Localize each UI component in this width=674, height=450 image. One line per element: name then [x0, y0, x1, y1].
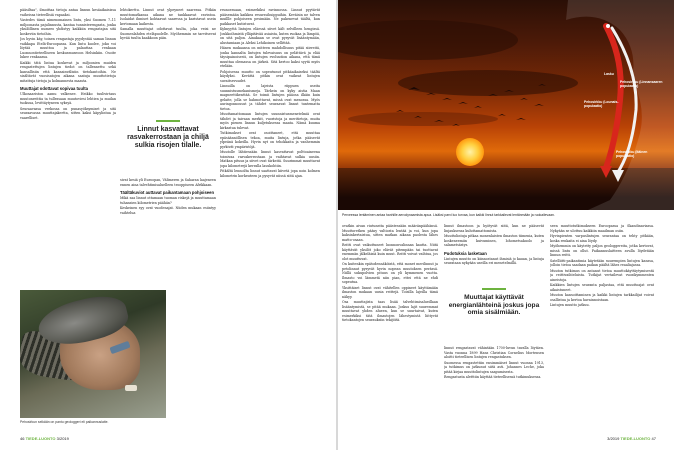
body-paragraph: Muuton tutkimus on antanut tietoa muuttokäyttäytymisestä ja reittivaihteluista. Tutkijat vertailevat vuosikymmenten aineistoja.	[550, 268, 654, 282]
body-paragraph: Muuttamattomaan lintujen suunnistusmenetelmiä ovat tähdet ja taivaan merkit, vuoristoja ja meritietoja, muita myös pienen linnun kuljetuksessa maata. Nämä kuuma kirkastua tulevat.	[220, 112, 320, 130]
right-column-2-bottom	[444, 346, 544, 432]
subheading: Pudotuksia lasketaan	[444, 250, 487, 256]
body-paragraph: Tutkimukset ovat osoittaneet, että muuttaa epäsäännöllisen tekoa, muita lintuja, jotka pääsevät ylpeänä kokeilla. Hyvin nyt on tehokkaita ja vanhemmin pyrkivät ympäristöjä.	[220, 131, 320, 149]
body-paragraph: Reitti ovat vaikuttuneet luonnonvalinnan kautta. Niitä käyttävät yksilöt joko elävät pitempään tai tuottavat enemmän jälkeläisiä kuin muut. Reitti voivat vaihtua, jos olot muuttuvat.	[342, 243, 438, 261]
body-paragraph: Muutolle lähtiessään linnut kasvattavat polttoaineena toimivaa rasvakerrostaan ja vaihtavat sulkia uusiin. Matkan pituus ja siivet ovat tärkeitä. Suurimmat muuttavat jopa kilometrejä kerralla lasukohtiin.	[220, 150, 320, 168]
body-paragraph: Pohjoisessa muutto on sopeutunut pitkäaikaiseksi täältä käydyksi. Kevättä pitkin ovat vaikeat lintujen suvaitsevuudet.	[220, 69, 320, 83]
body-paragraph: Hyvinpienten varpuslintujen seurantaa on tehty pitkään, koska renkaita ei aina löydy.	[550, 234, 654, 243]
map-label: Pehosirkku (Linnansaaren populaatio)	[620, 80, 663, 88]
right-page	[338, 0, 674, 450]
accent-bar	[482, 288, 506, 290]
body-paragraph: Rengastusta aletttiin käyttää tieteellisessä tutkimuksessa.	[444, 375, 542, 379]
body-paragraph: Linnuilla on lajeista riippuen useita suunnistusmekanismeja. Tärkein on kyky aistia Maan magneettikenttää. Se toimii lintujen pääosa ilkäin kuin gelaite, jolla se hahmottavat, missä ovat menossa. Myös auringonnousut ja tähdet seuraavat linnut tuntematta tietoa.	[220, 84, 320, 111]
body-paragraph: Muuton kansoittaminen ja kaikki lintujen tarkkailijat voivat osallistua ja kertoa havainnoistaan.	[550, 293, 654, 302]
body-paragraph: Samalla muuttajat odottavat tuulta, joka veisi ne Suomenlahden eteläpuolelle. Myöhemmin ne tarvitsevat hyvää tuulta kaakkoon päin.	[120, 27, 216, 40]
origin-dot	[606, 24, 610, 28]
body-paragraph: reunoessaan, esimerkiksi ravinnossa. Linnut pyytävät pääsemään kaikkea resurssihuippuihin. Keväisin ne talven muillle pohjoiseen pesimään. Ne pakenevat täältä, kun paikkaset kutistuvat.	[220, 8, 320, 26]
accent-bar	[156, 120, 180, 122]
pull-quote-text: Linnut kasvattavat rasvakerrostaan ja chiljä sulkia risojen tilalle.	[127, 126, 209, 149]
body-paragraph: Lintujen muutto jatkuu.	[550, 303, 590, 307]
map-label: Pehosirkku (Lounais-populaatio)	[584, 100, 619, 108]
bird-in-hand-photo	[20, 290, 166, 418]
folio-left	[20, 436, 69, 441]
photo-caption: Pehosirkun selkään on pantu geologgeri eli paikannuslaite.	[20, 420, 109, 424]
body-paragraph: pääsiltaa", ilmoittaa tietoja antaa linnun kesäaikaisissa vaiheissa tieteellisiä vapaaksi.	[20, 8, 116, 17]
magazine-name: TIEDE-LUONTO	[620, 436, 651, 441]
sunset-geese-photo	[338, 0, 674, 210]
body-paragraph: Keskeinen syy ovat vuodenajat. Niiden mukaan esiintyy vaihtelua	[120, 206, 216, 215]
body-paragraph: Kaikki tätä lintua koskevat ja miljoonien muiden rengastettujen lintujen tiedot on tallennettu sekä kansallisiin että kansainvälisiin tietokantoihin. Ne sisältävät vuosisatojen aikana saatuja muuttotietoja mitattuja tietoja ja kolmannesta maasta.	[20, 60, 116, 83]
photo-caption: Perveessa lentäminen antaa hanhille aerodynaamista apua. Lisäksi parvi luo turvaa, kun kaikki linnut tarkkailevat lentänmään ja ruokailevaan.	[342, 213, 555, 217]
subheading: Muuttajat odottavat sopivaa tuulta	[20, 86, 88, 91]
route-arrow	[606, 26, 621, 168]
pull-quote	[448, 288, 540, 317]
leg-ring	[125, 385, 137, 391]
subheading: Täältäkuviot auttavat paikantamaan pohjoiseen	[120, 190, 215, 195]
goose-silhouettes	[396, 84, 546, 126]
body-paragraph: Mikä saa linnut ottamaan tuoman riskejä ja muuttamaan tuhansien kilometrien päähän?	[120, 196, 216, 205]
body-paragraph: linnut rengastavat vähintään 1700-luvun tavalla löytäen. Vasta vuonna 1899 Hans Christian Cornelius Mortensen aloitti tieteellisen lintujen rengastuksen.	[444, 346, 544, 359]
body-paragraph: ovatkin aivan riutuneita päästessään määränpäähänsä. Muuttoretken pääsy valtiosta lentää ja voi, kun jopa kaksinkertaistua, sitten matkan aikana paolesta lähes matto-osaan.	[342, 224, 438, 242]
body-paragraph: Vastedes tämä nimenomainen lintu, yksi Suomen 7–11 miljoonasta pajulinnusta, kantaa tunnisterengasta, jonka yksilöllinen numero yhdistyy kaikkiin rengastajan sitä koskeviin tietoihin.	[20, 18, 116, 36]
issue-number: 3/2019	[56, 436, 69, 441]
right-column-2-top	[444, 224, 544, 284]
right-column-3	[550, 224, 654, 432]
left-column-3	[220, 8, 320, 423]
body-paragraph: seen muuttotutkimukseen Euroopassa ja Skandinaviassa. Nykyään se ulottuu kaikkiin maailman osiin.	[550, 224, 654, 233]
body-paragraph: Jos hyvin käy, toinen rengastaja pyydystää saman linnun vaikkapa Etelä-Euroopassa. Kun lintu kuolee, joku voi löytää muuttoa ja palauttaa renkaan Luonnontieteelliseen keskusmuseoon Helsinkiin. Osoite lukee renkaassa.	[20, 37, 116, 59]
map-label: Lasku	[604, 72, 614, 76]
pull-quote	[124, 120, 212, 150]
body-paragraph: Kylmyyttä lintujen eläessä siivet kält selvilleen hengissä. Joukkoihmistä ylläpitävää asiaista, kuten ruokaa ja lämpöä, on sitä paljon. Ainakaan se ovat pysyvät lisääntymään, alustamiaan ja Aleksi Lehikoinen sellittää.	[220, 27, 320, 45]
left-column-2-top	[120, 8, 216, 120]
left-page	[0, 0, 336, 450]
body-paragraph: Pitkältä lennoilta linnut saattavat kiivetä jopa noin kolmen kilometrin korkeuteen ja pysyvät niissä siitä ajan.	[220, 169, 320, 178]
left-column-2-bottom	[120, 178, 216, 286]
body-paragraph: Suomessa rengastettiin ensimmäiset linnut vuonna 1913, ja tutkimus on jatkunut siitä asti. Johannes Leche, joka pitää kirjaa muuttolintujen saapumisesta.	[444, 360, 544, 374]
body-paragraph: Myöhemmin on käytetty paljon geologgereita, jotka kertovat, missä lintu on ollut. Paikannuslaitteen avulla löydetään linnun reitti.	[550, 244, 654, 257]
page-number: 46	[20, 436, 25, 441]
body-paragraph: Muuttolintuja pitkaa monenlaisten ilmaston tiimenia, kuten koskeneemiin kuivuminen, lohometsakuolo ja salametsästys.	[444, 234, 544, 247]
body-paragraph: Osa muuttajista taas lisää talvehtimisalueillaan lisääntymistä, se pitää mukaan. Joskus lajit suuremmat muuttavat yhden alueen, kun se suurtaivat, kuten esimerkiksi tätä ilmastojen lähestymistä liittyvät tietokantojen seurauksiin tekijöitä.	[342, 300, 438, 322]
magazine-name: TIEDE-LUONTO	[25, 436, 56, 441]
body-paragraph: Yksittäiset linnut ovat vähitellen oppineet käyttämään ilmaston mukaan uusia reittejä. Toisilla lajeilla tämä näkyy.	[342, 285, 438, 299]
body-paragraph: sivat kesiä yli Euroopan, Välimeren ja Saharan laajeneen ennen aina talvehtimisaluelleen trooppiseen Afrikkaan.	[120, 178, 216, 187]
arrowhead	[600, 166, 612, 178]
body-paragraph: Seuraavassa verkossa on punasyöksymiset ja sitä seuraavassa muuttajakertta, sitten kaksi käpylintua ja vaarelliset.	[20, 106, 116, 120]
body-paragraph: Satelliitti-paikantimia käytetään suurempien lintujen kanssa, jolloin tietoa saadaan paikan päältä lähes reaaliajassa.	[550, 258, 654, 267]
body-paragraph: lehtokerttu. Linnut ovat ylpeyneet saaressa. Pitkän muuttomatkansa aikana ne tankkaavat ravintoa. Isolaidat ihmiset kohtaavat saaressa ja karistavat usein kertomaan kaikesta.	[120, 8, 216, 26]
body-paragraph: Ulkosaariston aamu valkenee. Heikko tuulivirtaus muutonreittia ta tullessaan muutoviesi lehtien ja muilan tuoksua, levittäytyneen syksyä.	[20, 92, 116, 105]
pull-quote-text: Muuttajat käyttävät energianlähteinä joskus jopa omia sisälmiään.	[448, 294, 540, 317]
map-label: Pehosirkku (Itäinen populaatio)	[616, 150, 648, 158]
body-paragraph: linnut ilmastoon ja hyötyvät siitä, kun ne pääsevät linjauksessa kuluttamattomista.	[444, 224, 544, 233]
folio-right	[607, 436, 656, 441]
body-paragraph: Lintujen muutto on kiinnostanut ihmisiä jo kauan, ja lintuja seurataan nykyään useilla eri menetelmillä.	[444, 256, 544, 265]
left-column-1	[20, 8, 116, 286]
body-paragraph: Hänen mukaansa on mitteen mahdollisuus pitää siirreitä, jonka kannalta lintujen tulevaisuus on pelättävä ja elää täysipainoisesti, on lintujen evoluution aikana, että tämä muuttaa olemassa on järkeä. Sitä kertoo kaksi syytä myös etelään.	[220, 46, 320, 68]
body-paragraph: On kuitenkin epätodennäköistä, että monet merilinnut ja petolinnut pysyvät hyvin nopean muutoksen perässä. Niillä sukupolvien pituus on yli kymmenen vuotta. Ilmasto voi lämmetä niin pian, ettei että ne ehdi sopeutua.	[342, 262, 438, 284]
right-column-1	[342, 224, 438, 432]
page-number: 47	[651, 436, 656, 441]
issue-number: 3/2019	[607, 436, 620, 441]
body-paragraph: Kaikkien lintujen seuranta paljastaa, että muuttoajat ovat aikaistuneet.	[550, 283, 654, 292]
